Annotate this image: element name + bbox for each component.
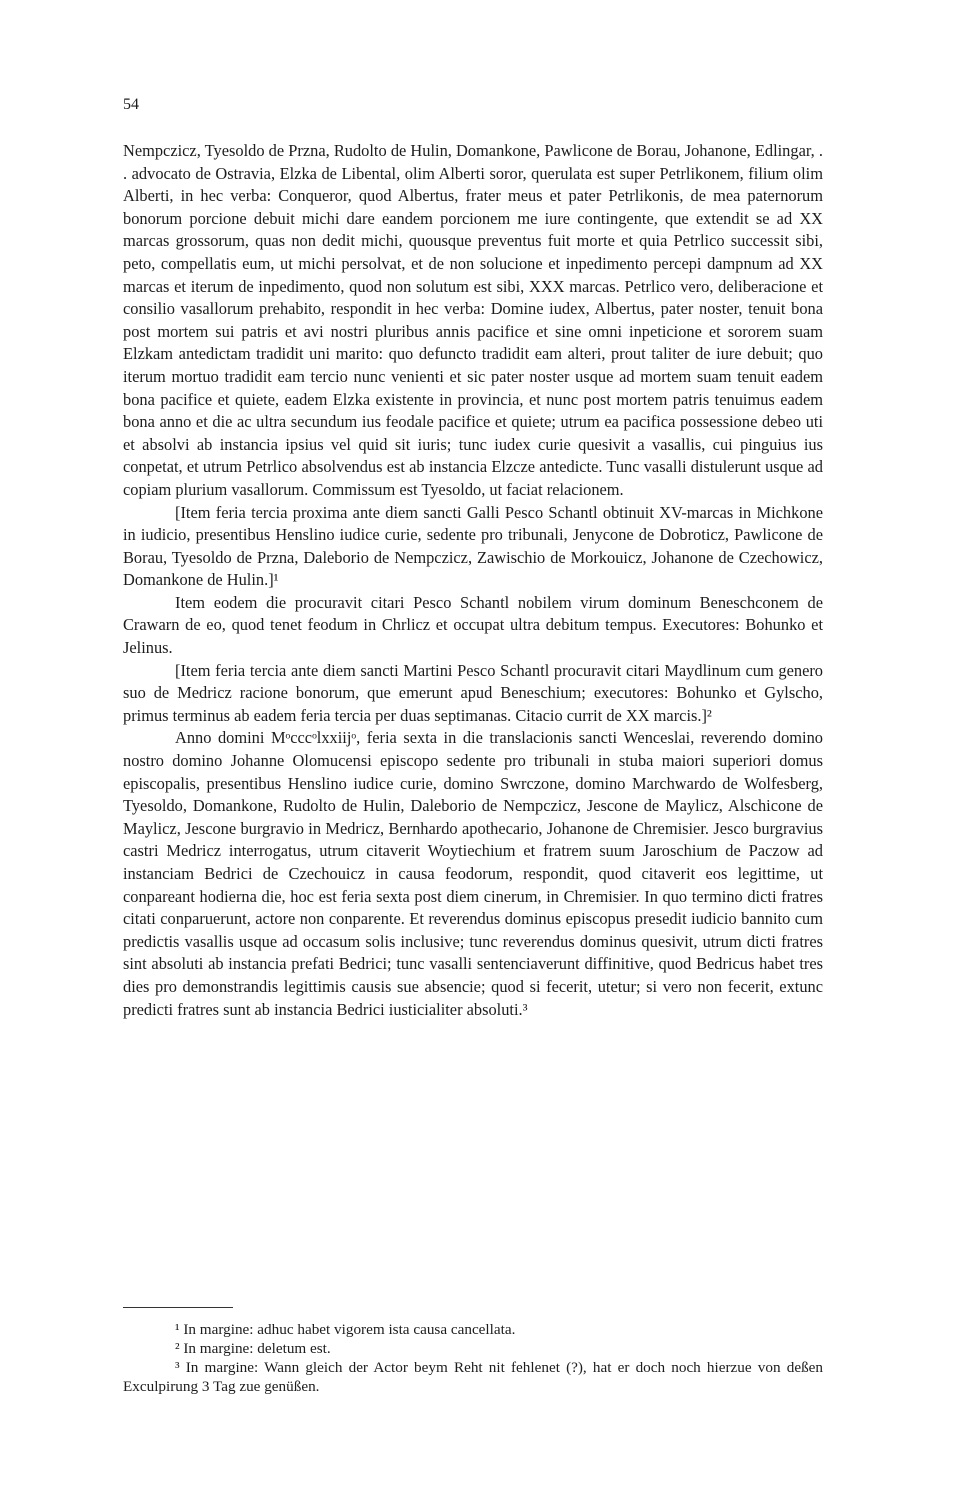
page-number: 54: [123, 96, 139, 113]
footnote-divider: [123, 1307, 233, 1308]
paragraph-3: Item eodem die procuravit citari Pesco Schantl nobilem virum dominum Beneschconem de Crawarn de eo, quod tenet feodum in Chrlicz et occupat ultra debitum tempus. Executores: Bohunko et Jelinus.: [123, 592, 823, 658]
paragraph-4: [Item feria tercia ante diem sancti Martini Pesco Schantl procuravit citari Maydlinum cum genero suo de Medricz racione bonorum, que emerunt apud Beneschium; executores: Bohunko et Gylscho, primus terminus ab eadem feria tercia per duas septimanas. Citacio currit de XX marcis.]²: [123, 660, 823, 725]
paragraph-5: Anno domini Mᵒcccᵒlxxiijᵒ, feria sexta in die translacionis sancti Wenceslai, reverendo domino nostro domino Johanne Olomucensi episcopo sedente pro tribunali in stuba maiori superiori domus episcopalis, presentibus Henslino iudice curie, domino Swrczone, domino Marchwardo de Wolfesberg, Tyesoldo, Domankone, Rudolto de Hulin, Daleborio de Nempczicz, Jescone de Maylicz, Alschicone de Maylicz, Jescone burgravio in Medricz, Bernhardo apothecario, Johanone de Chremisier. Jesco burgravius castri Medricz interrogatus, utrum citaverit Woytiechium et fratrem suum Jaroschium de Paczow ad instanciam Bedrici de Czechouicz in causa feodorum, respondit, quod citaverit eos legittime, ut conpareant hodierna die, hoc est feria sexta post diem cinerum, in Chremisier. In quo termino dicti fratres citati conparuerunt, actore non conparente. Et reverendus dominus episcopus presedit iudicio bannito cum predictis vasallis usque ad occasum solis inclusive; tunc reverendus dominus quesivit, utrum dicti fratres sint absoluti ab instancia prefati Bedrici; tunc vasalli sentenciaverunt diffinitive, quod Bedricus habet tres dies pro demonstrandis legittimis causis sue absencie; quod si fecerit, utetur; si vero non fecerit, extunc predicti fratres sunt ab instancia Bedrici iusticialiter absoluti.³: [123, 728, 823, 1019]
paragraph-2: [Item feria tercia proxima ante diem sancti Galli Pesco Schantl obtinuit XV-marcas in Michkone in iudicio, presentibus Henslino iudice curie, sedente pro tribunali, Jenycone de Dobroticz, Pawlicone de Borau, Tyesoldo de Przna, Daleborio de Nempczicz, Zawischio de Morkouicz, Johanone de Czechowicz, Domankone de Hulin.]¹: [123, 502, 823, 590]
footnote-2: ² In margine: deletum est.: [175, 1340, 331, 1357]
paragraph-1: Nempczicz, Tyesoldo de Przna, Rudolto de Hulin, Domankone, Pawlicone de Borau, Johanone, Edlingar, . . advocato de Ostravia, Elzka de Libental, olim Alberti soror, querulata est super Petrlikonem, filium olim Alberti, in hec verba: Conqueror, quod Albertus, frater meus et pater Petrlikonis, de mea paternorum bonorum porcione debuit michi dare eandem porcionem me iure contingente, que extendit se ad XX marcas grossorum, quas non dedit michi, quousque preventus fuit morte et quia Petrlico successit sibi, peto, compellatis eum, ut michi persolvat, et de non solucione et inpedimento percepi dampnum ad XX marcas et iterum de inpedimento, quod non solutum est sibi, XXX marcas. Petrlico vero, deliberacione et consilio vasallorum prehabito, respondit in hec verba: Domine iudex, Albertus, pater noster, tenuit bona post mortem sui patris et avi nostri pluribus annis pacifice et sine omni inpeticione et sororem suam Elzkam antedictam tradidit uni marito: quo defuncto tradidit eam alteri, prout taliter de iure debuit; quo iterum mortuo tradidit eam tercio nunc venienti et sic pater noster usque ad mortem suam tenuit eadem bona pacifice et quiete, eadem Elzka existente in provincia, et nunc post mortem patris tenuimus eadem bona anno et die ac ultra secundum ius feodale pacifice et quiete; utrum ea pacifica possessione debeo uti et absolvi ab instancia ipsius vel quid sit iuris; tunc iudex curie quesivit a vasallis, cui pinguius ius conpetat, et utrum Petrlico absolvendus est ab instancia Elzcze antedicte. Tunc vasalli distulerunt usque ad copiam plurium vasallorum. Commissum est Tyesoldo, ut faciat relacionem.: [123, 141, 823, 499]
body-text: [123, 140, 823, 1021]
footnote-1: ¹ In margine: adhuc habet vigorem ista causa cancellata.: [175, 1321, 516, 1338]
footnote-3: ³ In margine: Wann gleich der Actor beym Reht nit fehlenet (?), hat er doch noch hierzue von deßen Exculpirung 3 Tag zue genüßen.: [123, 1359, 823, 1395]
footnotes: [123, 1320, 823, 1396]
